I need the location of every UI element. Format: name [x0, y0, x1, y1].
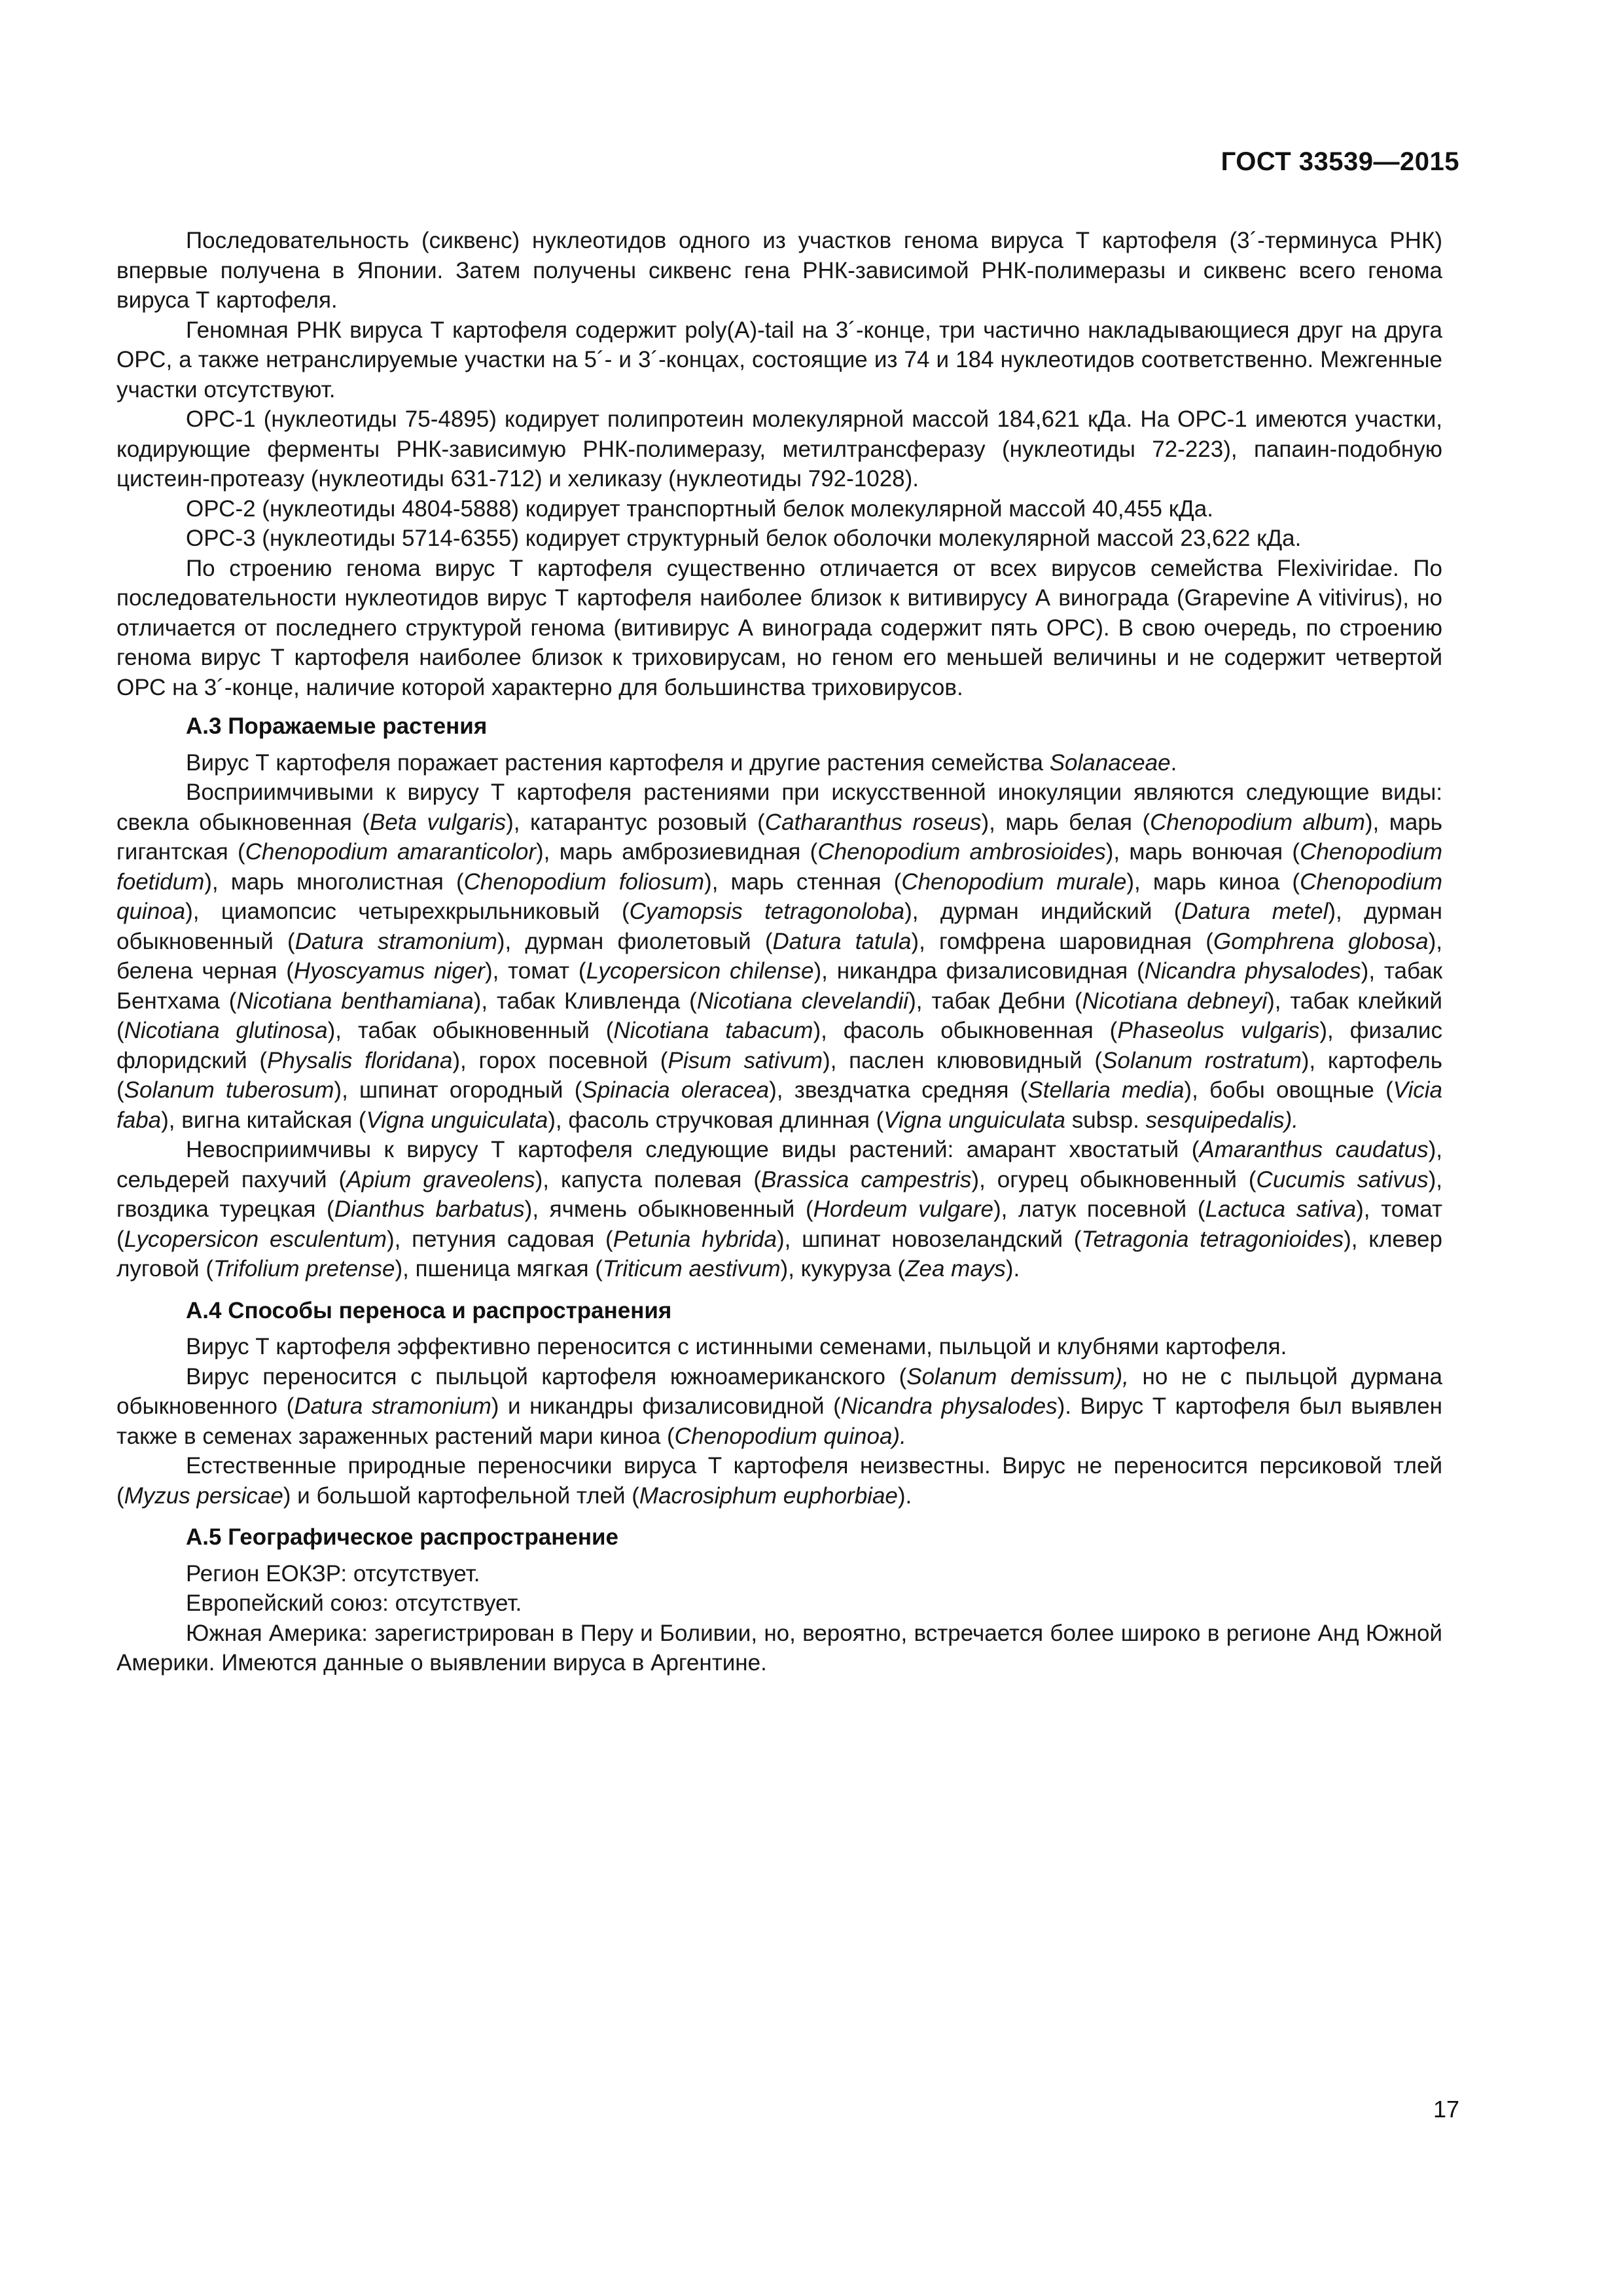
section-heading-a4: А.4 Способы переноса и распространения — [186, 1297, 672, 1323]
paragraph — [116, 1362, 1442, 1452]
section-heading-a5: А.5 Географическое распространение — [186, 1524, 619, 1550]
paragraph: По строению генома вирус Т картофеля существенно отличается от всех вирусов семейства Flexiviridae. По последовательности нуклеотидов вирус Т картофеля наиболее близок к витивирусу А винограда (Grapevine A vitivirus), но отличается от последнего структурой генома (витивирус А винограда содержит пять ОРС). В свою очередь, по строению генома вирус Т картофеля наиболее близок к триховирусам, но геном его меньшей величины и не содержит четвертой ОРС на 3´-конце, наличие которой характерно для большинства триховирусов. — [116, 555, 1442, 700]
latin-name: Macrosiphum euphorbiae — [639, 1482, 898, 1509]
common-name: томат — [508, 958, 570, 984]
latin-name: Brassica campestris — [761, 1166, 972, 1193]
latin-name: Vicia faba — [116, 1077, 1443, 1133]
paragraph-text: Вирус Т картофеля поражает растения картофеля и другие растения семейства — [186, 749, 1050, 776]
latin-name: Phaseolus vulgaris — [1117, 1018, 1320, 1043]
latin-name: Chenopodium foliosum — [463, 869, 705, 895]
common-name: катарантус розовый — [529, 809, 747, 835]
common-name: клевер луговой — [116, 1226, 1442, 1282]
paragraph: ОРС-3 (нуклеотиды 5714-6355) кодирует структурный белок оболочки молекулярной массой 23,622 кДа. — [186, 526, 1302, 551]
latin-name: Solanum rostratum — [1102, 1047, 1302, 1073]
latin-name: Triticum aestivum — [602, 1256, 781, 1282]
common-name: табак клейкий — [1290, 988, 1442, 1014]
latin-name: Chenopodium quinoa). — [674, 1423, 906, 1449]
paragraph: Вирус Т картофеля эффективно переносится с истинными семенами, пыльцой и клубнями картофеля. — [186, 1334, 1287, 1359]
latin-name: Beta vulgaris — [369, 809, 507, 835]
latin-name: Nicotiana tabacum — [613, 1018, 813, 1043]
common-name: дурман обыкновенный — [116, 899, 1442, 954]
common-name: табак Кливленда — [496, 988, 681, 1014]
common-name: шпинат огородный — [359, 1077, 563, 1103]
common-name: сельдерей пахучий — [116, 1166, 327, 1193]
page-number: 17 — [1433, 2096, 1459, 2123]
latin-name: Chenopodium quinoa — [116, 869, 1443, 924]
common-name: картофель — [1327, 1047, 1442, 1073]
paragraph-text: Невосприимчивы к вирусу Т картофеля следующие виды растений: — [186, 1137, 967, 1162]
paragraph-text: Естественные природные переносчики вируса Т картофеля неизвестны. Вирус не переносится персиковой тлей ( — [116, 1453, 1442, 1509]
common-name: фасоль обыкновенная — [843, 1018, 1094, 1043]
common-name: горох посевной — [478, 1047, 649, 1073]
latin-name: Nicotiana clevelandii — [696, 988, 909, 1014]
common-name: марь белая — [1005, 809, 1132, 835]
common-name: свекла обыкновенная — [116, 809, 352, 835]
latin-name: Cyamopsis tetragonoloba — [629, 899, 905, 924]
paragraph: Геномная РНК вируса Т картофеля содержит poly(A)-tail на 3´-конце, три частично накладывающиеся друг на друга ОРС, а также нетранслируемые участки на 5´- и 3´-концах, состоящие из 74 и 184 нуклеотидов соответственно. Межгенные участки отсутствуют. — [116, 317, 1442, 403]
subspecies-marker: subsp. — [1071, 1107, 1139, 1133]
latin-name: Chenopodium album — [1150, 809, 1365, 835]
common-name: звездчатка средняя — [794, 1077, 1009, 1103]
paragraph: ОРС-1 (нуклеотиды 75-4895) кодирует полипротеин молекулярной массой 184,621 кДа. На ОРС-1 имеются участки, кодирующие ферменты РНК-зависимую РНК-полимеразу, метилтрансферазу (нуклеотиды 72-223), папаин-подобную цистеин-протеазу (нуклеотиды 631-712) и хеликазу (нуклеотиды 792-1028). — [116, 406, 1442, 492]
latin-name: Petunia hybrida — [613, 1226, 777, 1252]
latin-name: Chenopodium amaranticolor — [245, 839, 536, 865]
latin-name: Dianthus barbatus — [334, 1196, 525, 1222]
paragraph — [116, 748, 1442, 778]
latin-name: Datura tatula — [772, 928, 912, 954]
paragraph-text: Восприимчивыми к вирусу Т картофеля растениями при искусственной инокуляции являются следующие виды: — [186, 780, 1442, 805]
paragraph-text: ). Вирус Т картофеля был выявлен также в семенах зараженных растений мари киноа ( — [116, 1393, 1442, 1449]
latin-name: Spinacia oleracea — [582, 1077, 770, 1103]
paragraph-text: ) и большой картофельной тлей ( — [283, 1482, 639, 1509]
nonsusceptible-species-paragraph: Невосприимчивы к вирусу Т картофеля следующие виды растений: амарант хвостатый (Amaranthus caudatus), сельдерей пахучий (Apium graveolens), капуста полевая (Brassica campestris), огурец обыкновенный (Cucumis sativus), гвоздика турецкая (Dianthus barbatus), ячмень обыкновенный (Hordeum vulgare), латук посевной (Lactuca sativa), томат (Lycopersicon esculentum), петуния садовая (Petunia hybrida), шпинат новозеландский (Tetragonia tetragonioides), клевер луговой (Trifolium pretense), пшеница мягкая (Triticum aestivum), кукуруза (Zea mays). — [116, 1137, 1442, 1282]
common-name: петуния садовая — [412, 1226, 595, 1252]
latin-name: Catharanthus roseus — [764, 809, 982, 835]
latin-name: Apium graveolens — [346, 1166, 535, 1193]
paragraph-text: ). — [897, 1482, 912, 1509]
latin-name: Zea mays — [905, 1256, 1006, 1282]
paragraph-text: ) и никандры физалисовидной ( — [491, 1393, 841, 1419]
latin-name: Datura stramonium — [294, 1393, 491, 1419]
paragraph: ОРС-2 (нуклеотиды 4804-5888) кодирует транспортный белок молекулярной массой 40,455 кДа. — [186, 495, 1213, 522]
common-name: бобы овощные — [1209, 1077, 1374, 1103]
paragraph: Регион ЕОКЗР: отсутствует. — [186, 1560, 480, 1587]
common-name: белена черная — [116, 958, 277, 984]
common-name: капуста полевая — [561, 1166, 742, 1193]
common-name: амарант хвостатый — [966, 1137, 1179, 1162]
common-name: никандра физалисовидная — [836, 958, 1128, 984]
common-name: марь киноа — [1152, 869, 1280, 895]
common-name: физалис флоридский — [116, 1018, 1442, 1073]
latin-name: Chenopodium ambrosioides — [817, 839, 1106, 865]
latin-name: Solanaceae — [1049, 749, 1171, 776]
common-name: циамопсис четырехкрыльниковый — [221, 899, 600, 924]
latin-name: Physalis floridana — [267, 1047, 453, 1073]
latin-name: Nicotiana debneyi — [1082, 988, 1268, 1014]
paragraph: Европейский союз: отсутствует. — [186, 1590, 522, 1616]
common-name: марь вонючая — [1129, 839, 1283, 865]
latin-name: Lactuca sativa — [1205, 1196, 1357, 1222]
common-name: фасоль стручковая длинная — [568, 1107, 870, 1133]
latin-name: Chenopodium murale — [901, 869, 1127, 895]
punctuation: . — [1170, 749, 1177, 776]
latin-name: Trifolium pretense — [213, 1256, 395, 1282]
latin-name: Amaranthus caudatus — [1199, 1137, 1429, 1162]
susceptible-species-paragraph: Восприимчивыми к вирусу Т картофеля растениями при искусственной инокуляции являются следующие виды: свекла обыкновенная (Beta vulgaris), катарантус розовый (Catharanthus roseus), марь белая (Chenopodium album), марь гигантская (Chenopodium amaranticolor), марь амброзиевидная (Chenopodium ambrosioides), марь вонючая (Chenopodium foetidum), марь многолистная (Chenopodium foliosum), марь стенная (Chenopodium murale), марь киноа (Chenopodium quinoa), циамопсис четырехкрыльниковый (Cyamopsis tetragonoloba), дурман индийский (Datura metel), дурман обыкновенный (Datura stramonium), дурман фиолетовый (Datura tatula), гомфрена шаровидная (Gomphrena globosa), белена черная (Hyoscyamus niger), томат (Lycopersicon chilense), никандра физалисовидная (Nicandra physalodes), табак Бентхама (Nicotiana benthamiana), табак Кливленда (Nicotiana clevelandii), табак Дебни (Nicotiana debneyi), табак клейкий (Nicotiana glutinosa), табак обыкновенный (Nicotiana tabacum), фасоль обыкновенная (Phaseolus vulgaris), физалис флоридский (Physalis floridana), горох посевной (Pisum sativum), паслен клювовидный (Solanum rostratum), картофель (Solanum tuberosum), шпинат огородный (Spinacia oleracea), звездчатка средняя (Stellaria media), бобы овощные (Vicia faba), вигна китайская (Vigna unguiculata), фасоль стручковая длинная (Vigna unguiculata subsp. sesquipedalis). — [116, 780, 1443, 1133]
latin-name: sesquipedalis). — [1145, 1107, 1299, 1133]
paragraph — [116, 1451, 1442, 1511]
common-name: дурман индийский — [940, 899, 1152, 924]
latin-name: Nicotiana benthamiana — [236, 988, 474, 1014]
common-name: кукуруза — [800, 1256, 891, 1282]
common-name: латук посевной — [1018, 1196, 1187, 1222]
common-name: табак обыкновенный — [357, 1018, 590, 1043]
latin-name: Cucumis sativus — [1256, 1166, 1429, 1193]
common-name: ячмень обыкновенный — [549, 1196, 795, 1222]
latin-name: Myzus persicae — [124, 1482, 283, 1509]
latin-name: Stellaria media — [1027, 1077, 1185, 1103]
common-name: вигна китайская — [181, 1107, 353, 1133]
paragraph-text: но не с пыльцой дурмана обыкновенного ( — [116, 1363, 1442, 1419]
paragraph: Южная Америка: зарегистрирован в Перу и Боливии, но, вероятно, встречается более широко в регионе Анд Южной Америки. Имеются данные о выявлении вируса в Аргентине. — [116, 1620, 1442, 1676]
document-body — [116, 226, 1442, 1678]
latin-name: Nicotiana glutinosa — [124, 1018, 328, 1043]
latin-name: Datura stramonium — [294, 928, 497, 954]
common-name: томат — [1381, 1196, 1442, 1222]
paragraph: Последовательность (сиквенс) нуклеотидов одного из участков генома вируса Т картофеля (3´-терминуса РНК) впервые получена в Японии. Затем получены сиквенс гена РНК-зависимой РНК-полимеразы и сиквенс всего генома вируса Т картофеля. — [116, 228, 1442, 313]
latin-name: Pisum sativum — [668, 1047, 823, 1073]
common-name: марь гигантская — [116, 809, 1443, 865]
latin-name: Lycopersicon esculentum — [124, 1226, 387, 1252]
latin-name: Nicandra physalodes — [840, 1393, 1058, 1419]
latin-name: Hyoscyamus niger — [293, 958, 485, 984]
latin-name: Gomphrena globosa — [1213, 928, 1429, 954]
common-name: марь стенная — [730, 869, 882, 895]
latin-name: Solanum demissum), — [906, 1363, 1129, 1390]
common-name: марь амброзиевидная — [559, 839, 801, 865]
common-name: марь многолистная — [230, 869, 444, 895]
latin-name: Solanum tuberosum — [124, 1077, 334, 1103]
latin-name: Vigna unguiculata — [883, 1107, 1065, 1133]
paragraph-text: Вирус переносится с пыльцой картофеля южноамериканского ( — [186, 1363, 907, 1390]
common-name: огурец обыкновенный — [997, 1166, 1237, 1193]
common-name: паслен клювовидный — [849, 1047, 1082, 1073]
common-name: табак Дебни — [931, 988, 1066, 1014]
common-name: дурман фиолетовый — [525, 928, 751, 954]
latin-name: Nicandra physalodes — [1144, 958, 1361, 984]
section-heading-a3: А.3 Поражаемые растения — [186, 713, 488, 739]
latin-name: Datura metel — [1181, 899, 1329, 924]
document-header: ГОСТ 33539—2015 — [1221, 147, 1459, 176]
common-name: шпинат новозеландский — [802, 1226, 1063, 1252]
latin-name: Vigna unguiculata — [366, 1107, 548, 1133]
latin-name: Chenopodium foetidum — [116, 839, 1442, 895]
common-name: гвоздика турецкая — [116, 1196, 316, 1222]
latin-name: Lycopersicon chilense — [586, 958, 814, 984]
latin-name: Hordeum vulgare — [813, 1196, 993, 1222]
common-name: пшеница мягкая — [415, 1256, 589, 1282]
latin-name: Tetragonia tetragonioides — [1081, 1226, 1344, 1252]
common-name: гомфрена шаровидная — [939, 928, 1192, 954]
common-name: табак Бентхама — [116, 958, 1443, 1014]
